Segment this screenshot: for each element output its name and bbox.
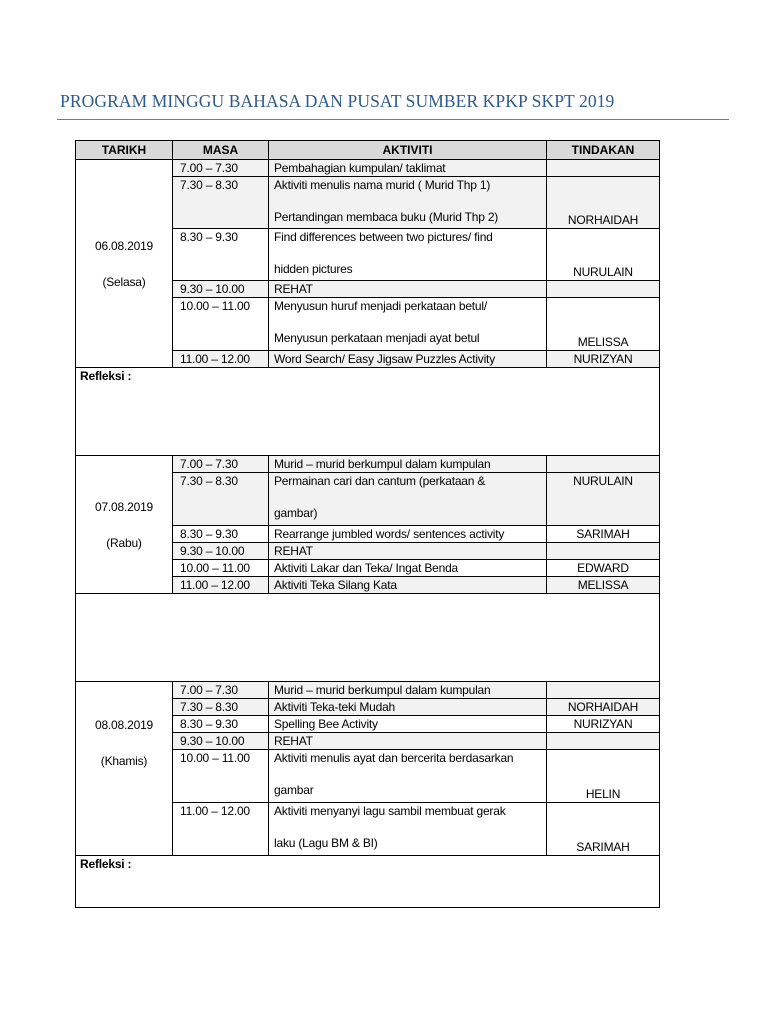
date-text: 07.08.2019 xyxy=(94,499,154,514)
table-row xyxy=(76,456,660,473)
activity-cell xyxy=(269,177,547,229)
date-text: 06.08.2019 xyxy=(94,238,154,253)
activity-line-2: laku (Lagu BM & BI) xyxy=(274,836,378,850)
activity-cell: Murid – murid berkumpul dalam kumpulan xyxy=(269,456,547,473)
day-text: (Rabu) xyxy=(106,535,142,550)
time-cell: 9.30 – 10.00 xyxy=(173,733,269,750)
time-cell: 7.30 – 8.30 xyxy=(173,473,269,526)
day-text: (Selasa) xyxy=(102,274,146,289)
date-cell xyxy=(76,160,173,368)
time-cell: 9.30 – 10.00 xyxy=(173,281,269,298)
activity-line-2: gambar xyxy=(274,783,314,797)
action-cell xyxy=(547,733,660,750)
reflection-row xyxy=(76,368,660,456)
action-cell xyxy=(547,281,660,298)
action-cell: SARIMAH xyxy=(547,526,660,543)
time-cell: 7.30 – 8.30 xyxy=(173,699,269,716)
time-cell: 8.30 – 9.30 xyxy=(173,526,269,543)
header-aktiviti: AKTIVITI xyxy=(269,141,547,160)
action-cell: NORHAIDAH xyxy=(547,699,660,716)
document-title: PROGRAM MINGGU BAHASA DAN PUSAT SUMBER KPKP SKPT 2019 xyxy=(60,91,615,111)
time-cell: 7.30 – 8.30 xyxy=(173,177,269,229)
activity-cell: Aktiviti Teka Silang Kata xyxy=(269,577,547,594)
action-cell: EDWARD xyxy=(547,560,660,577)
activity-line-1: Aktiviti menyanyi lagu sambil membuat gerak xyxy=(274,804,506,818)
header-tindakan: TINDAKAN xyxy=(547,141,660,160)
table-header-row xyxy=(76,141,660,160)
time-cell: 11.00 – 12.00 xyxy=(173,351,269,368)
time-cell: 10.00 – 11.00 xyxy=(173,298,269,351)
title-underline xyxy=(57,119,729,120)
time-cell: 10.00 – 11.00 xyxy=(173,560,269,577)
action-cell: NURULAIN xyxy=(547,229,660,281)
activity-line-1: Find differences between two pictures/ find xyxy=(274,230,493,244)
action-cell: NURIZYAN xyxy=(547,716,660,733)
activity-cell: Murid – murid berkumpul dalam kumpulan xyxy=(269,682,547,699)
day-text: (Khamis) xyxy=(100,754,148,768)
activity-cell xyxy=(269,803,547,856)
time-cell: 8.30 – 9.30 xyxy=(173,229,269,281)
time-cell: 9.30 – 10.00 xyxy=(173,543,269,560)
activity-cell: Word Search/ Easy Jigsaw Puzzles Activity xyxy=(269,351,547,368)
table-row xyxy=(76,682,660,699)
date-cell xyxy=(76,682,173,856)
action-cell xyxy=(547,682,660,699)
time-cell: 7.00 – 7.30 xyxy=(173,160,269,177)
activity-line-1: Permainan cari dan cantum (perkataan & xyxy=(274,474,486,488)
reflection-row xyxy=(76,594,660,682)
activity-cell xyxy=(269,473,547,526)
header-masa: MASA xyxy=(173,141,269,160)
activity-cell: Aktiviti Teka-teki Mudah xyxy=(269,699,547,716)
action-cell: SARIMAH xyxy=(547,803,660,856)
activity-cell: REHAT xyxy=(269,543,547,560)
reflection-cell[interactable]: Refleksi : xyxy=(76,368,660,456)
time-cell: 10.00 – 11.00 xyxy=(173,750,269,803)
action-cell: HELIN xyxy=(547,750,660,803)
activity-line-2: hidden pictures xyxy=(274,262,353,276)
date-cell xyxy=(76,456,173,594)
time-cell: 7.00 – 7.30 xyxy=(173,682,269,699)
action-cell: NORHAIDAH xyxy=(547,177,660,229)
activity-cell: REHAT xyxy=(269,281,547,298)
reflection-row xyxy=(76,856,660,908)
activity-cell xyxy=(269,750,547,803)
activity-line-1: Aktiviti menulis nama murid ( Murid Thp 1) xyxy=(274,178,491,192)
action-cell xyxy=(547,160,660,177)
table-row xyxy=(76,160,660,177)
activity-line-2: gambar) xyxy=(274,506,318,520)
date-text: 08.08.2019 xyxy=(94,718,154,732)
time-cell: 8.30 – 9.30 xyxy=(173,716,269,733)
activity-cell: Rearrange jumbled words/ sentences activity xyxy=(269,526,547,543)
schedule-table xyxy=(75,140,660,908)
activity-cell: Pembahagian kumpulan/ taklimat xyxy=(269,160,547,177)
activity-cell: REHAT xyxy=(269,733,547,750)
activity-line-2: Pertandingan membaca buku (Murid Thp 2) xyxy=(274,210,499,224)
reflection-cell[interactable] xyxy=(76,594,660,682)
action-cell: NURULAIN xyxy=(547,473,660,526)
activity-line-1: Aktiviti menulis ayat dan bercerita berdasarkan xyxy=(274,751,514,765)
header-tarikh: TARIKH xyxy=(76,141,173,160)
time-cell: 7.00 – 7.30 xyxy=(173,456,269,473)
time-cell: 11.00 – 12.00 xyxy=(173,803,269,856)
action-cell xyxy=(547,543,660,560)
time-cell: 11.00 – 12.00 xyxy=(173,577,269,594)
activity-cell: Spelling Bee Activity xyxy=(269,716,547,733)
action-cell: NURIZYAN xyxy=(547,351,660,368)
action-cell xyxy=(547,456,660,473)
activity-cell xyxy=(269,229,547,281)
activity-line-2: Menyusun perkataan menjadi ayat betul xyxy=(274,331,480,345)
activity-cell xyxy=(269,298,547,351)
action-cell: MELISSA xyxy=(547,298,660,351)
activity-cell: Aktiviti Lakar dan Teka/ Ingat Benda xyxy=(269,560,547,577)
reflection-cell[interactable]: Refleksi : xyxy=(76,856,660,908)
activity-line-1: Menyusun huruf menjadi perkataan betul/ xyxy=(274,299,488,313)
action-cell: MELISSA xyxy=(547,577,660,594)
schedule-table-wrapper xyxy=(75,140,660,908)
